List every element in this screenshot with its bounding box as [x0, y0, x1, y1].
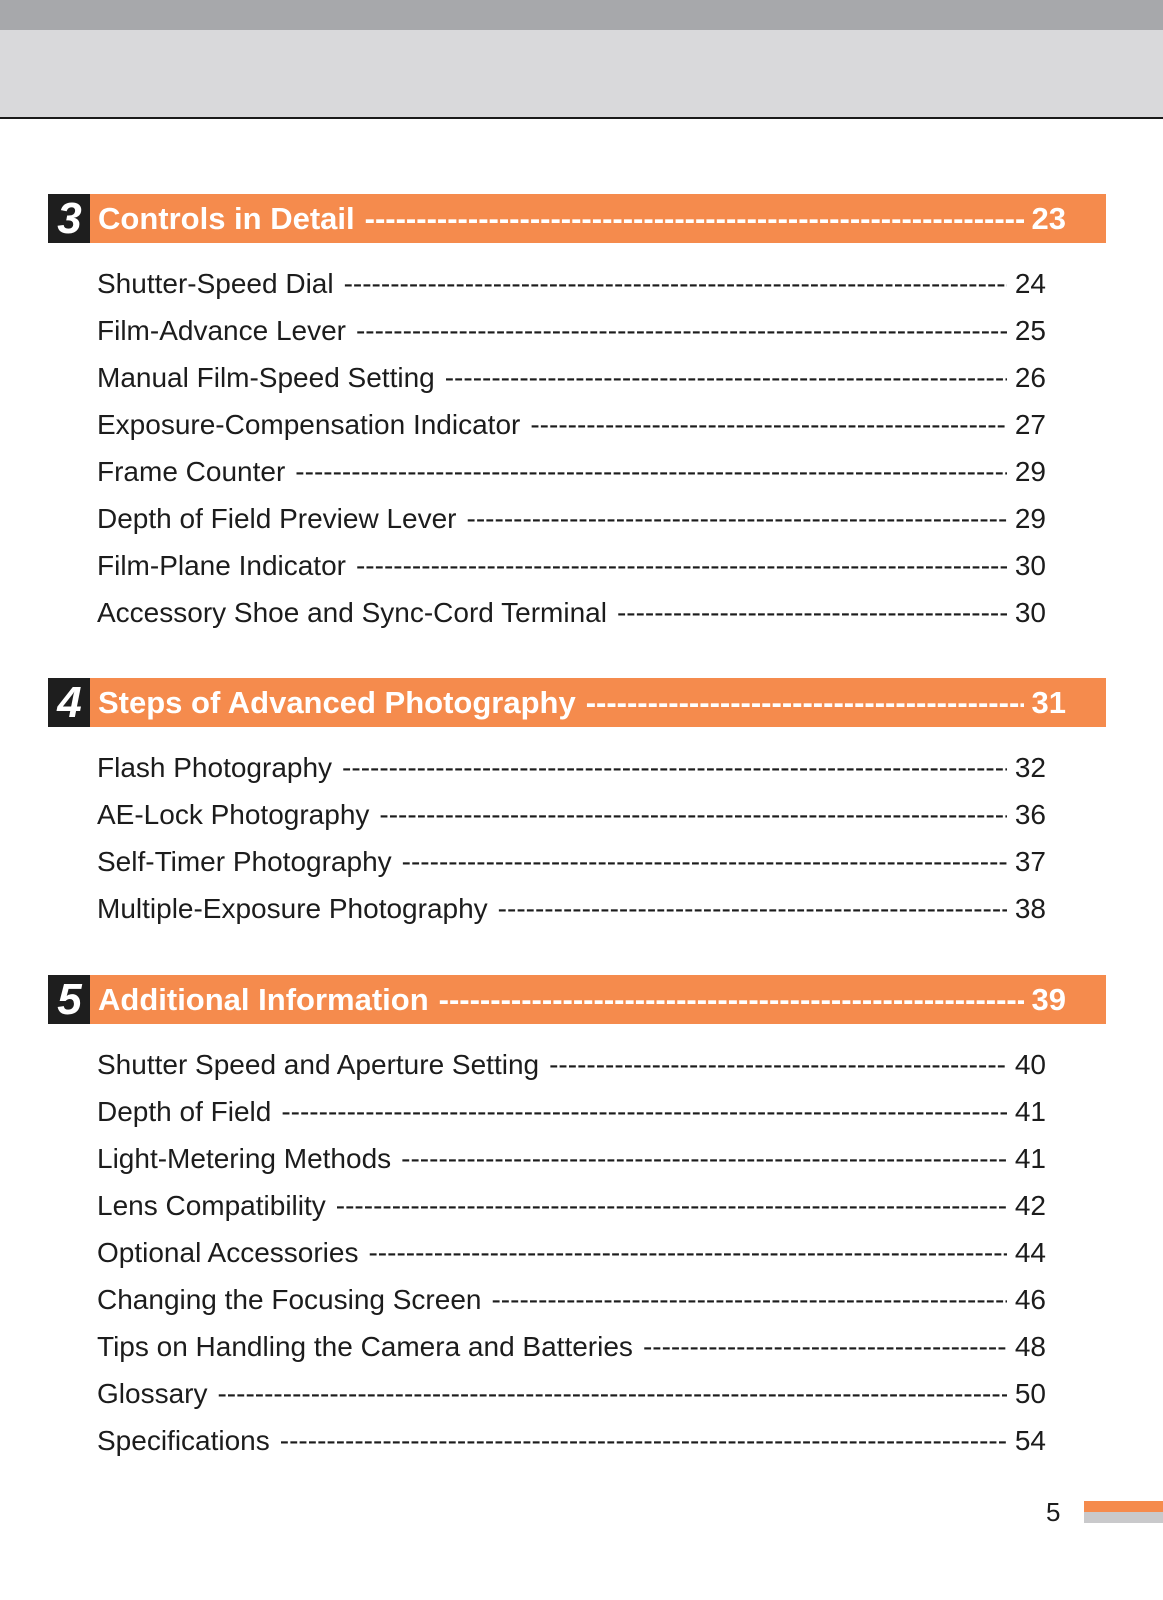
section-page-number: 31 — [1031, 684, 1066, 720]
section-title: Steps of Advanced Photography — [98, 684, 576, 720]
toc-entry-page: 30 — [1014, 596, 1046, 628]
toc-entry-label: Multiple-Exposure Photography — [97, 892, 488, 924]
toc-entry[interactable] — [97, 542, 1046, 589]
section-number: 5 — [48, 975, 90, 1024]
dot-leader — [530, 409, 1007, 441]
dot-leader — [368, 1237, 1006, 1269]
toc-entry-page: 50 — [1014, 1377, 1046, 1409]
toc-entry-label: Self-Timer Photography — [97, 845, 392, 877]
toc-entry-label: Shutter-Speed Dial — [97, 267, 334, 299]
toc-entry[interactable] — [97, 1041, 1046, 1088]
toc-entry-label: Optional Accessories — [97, 1236, 359, 1268]
toc-entry[interactable] — [97, 885, 1046, 932]
toc-entry-page: 30 — [1014, 549, 1046, 581]
top-band — [0, 0, 1163, 30]
section-page-number: 39 — [1031, 981, 1066, 1017]
toc-entry-label: Changing the Focusing Screen — [97, 1283, 482, 1315]
section-title-bar — [90, 194, 1106, 243]
dot-leader — [498, 893, 1007, 925]
dot-leader — [586, 685, 1024, 721]
section-header[interactable] — [48, 194, 1106, 243]
toc-entry-label: Lens Compatibility — [97, 1189, 326, 1221]
toc-entry[interactable] — [97, 1417, 1046, 1464]
section-page-number: 23 — [1031, 200, 1066, 236]
toc-entry-page: 27 — [1014, 408, 1046, 440]
toc-entry-label: Exposure-Compensation Indicator — [97, 408, 521, 440]
toc-entry[interactable] — [97, 260, 1046, 307]
dot-leader — [342, 752, 1007, 784]
toc-entry[interactable] — [97, 589, 1046, 636]
header-band — [0, 30, 1163, 118]
toc-entry[interactable] — [97, 401, 1046, 448]
section-number: 3 — [48, 194, 90, 243]
dot-leader — [356, 550, 1007, 582]
section-3 — [48, 194, 1106, 636]
toc-entry-page: 44 — [1014, 1236, 1046, 1268]
dot-leader — [281, 1096, 1007, 1128]
section-title-bar — [90, 678, 1106, 727]
toc-entry-page: 32 — [1014, 751, 1046, 783]
toc-entry-label: Flash Photography — [97, 751, 333, 783]
dot-leader — [445, 362, 1007, 394]
dot-leader — [439, 982, 1024, 1018]
section-header[interactable] — [48, 975, 1106, 1024]
toc-entry-page: 24 — [1014, 267, 1046, 299]
dot-leader — [295, 456, 1007, 488]
toc-entry-label: Accessory Shoe and Sync-Cord Terminal — [97, 596, 607, 628]
dot-leader — [344, 268, 1007, 300]
toc-entry-label: Film-Advance Lever — [97, 314, 346, 346]
toc-entry[interactable] — [97, 495, 1046, 542]
toc-entry-page: 29 — [1014, 502, 1046, 534]
header-rule — [0, 117, 1163, 119]
toc-entry-page: 38 — [1014, 892, 1046, 924]
toc-entry[interactable] — [97, 448, 1046, 495]
toc-entry-page: 54 — [1014, 1424, 1046, 1456]
toc-entry[interactable] — [97, 307, 1046, 354]
dot-leader — [491, 1284, 1006, 1316]
toc-entry[interactable] — [97, 1276, 1046, 1323]
toc-entry-page: 41 — [1014, 1095, 1046, 1127]
toc-entry-label: AE-Lock Photography — [97, 798, 370, 830]
toc-entry-label: Glossary — [97, 1377, 208, 1409]
section-number: 4 — [48, 678, 90, 727]
dot-leader — [643, 1331, 1007, 1363]
page-number: 5 — [1046, 1497, 1061, 1527]
toc-entry-page: 40 — [1014, 1048, 1046, 1080]
section-title-bar — [90, 975, 1106, 1024]
dot-leader — [402, 846, 1007, 878]
section-title: Controls in Detail — [98, 200, 355, 236]
toc-entry-page: 26 — [1014, 361, 1046, 393]
toc-entry-label: Depth of Field — [97, 1095, 272, 1127]
toc-entry-page: 29 — [1014, 455, 1046, 487]
toc-entry-label: Film-Plane Indicator — [97, 549, 346, 581]
toc-entry[interactable] — [97, 1135, 1046, 1182]
footer-gray-bar — [1084, 1512, 1163, 1523]
toc-entry[interactable] — [97, 1370, 1046, 1417]
section-header[interactable] — [48, 678, 1106, 727]
toc-entry-label: Depth of Field Preview Lever — [97, 502, 457, 534]
toc-entry-list — [48, 744, 1106, 932]
toc-entry-page: 37 — [1014, 845, 1046, 877]
dot-leader — [280, 1425, 1007, 1457]
toc-entry[interactable] — [97, 1323, 1046, 1370]
toc-entry-label: Manual Film-Speed Setting — [97, 361, 435, 393]
toc-entry-label: Light-Metering Methods — [97, 1142, 392, 1174]
toc-entry[interactable] — [97, 1182, 1046, 1229]
dot-leader — [401, 1143, 1007, 1175]
toc-entry-label: Shutter Speed and Aperture Setting — [97, 1048, 540, 1080]
toc-entry[interactable] — [97, 1229, 1046, 1276]
dot-leader — [336, 1190, 1007, 1222]
toc-entry-label: Tips on Handling the Camera and Batteries — [97, 1330, 633, 1362]
toc-entry[interactable] — [97, 354, 1046, 401]
toc-entry-label: Specifications — [97, 1424, 270, 1456]
dot-leader — [467, 503, 1007, 535]
dot-leader — [356, 315, 1007, 347]
dot-leader — [617, 597, 1007, 629]
section-5 — [48, 975, 1106, 1464]
toc-entry-page: 25 — [1014, 314, 1046, 346]
toc-entry-page: 42 — [1014, 1189, 1046, 1221]
section-4 — [48, 678, 1106, 932]
dot-leader — [217, 1378, 1006, 1410]
toc-entry-list — [48, 1041, 1106, 1464]
section-title: Additional Information — [98, 981, 429, 1017]
dot-leader — [549, 1049, 1007, 1081]
toc-entry[interactable] — [97, 838, 1046, 885]
toc-entry-page: 46 — [1014, 1283, 1046, 1315]
toc-entry-page: 36 — [1014, 798, 1046, 830]
toc-entry[interactable] — [97, 744, 1046, 791]
toc-entry[interactable] — [97, 791, 1046, 838]
toc-entry-page: 41 — [1014, 1142, 1046, 1174]
toc-entry-label: Frame Counter — [97, 455, 286, 487]
dot-leader — [379, 799, 1006, 831]
toc-entry-page: 48 — [1014, 1330, 1046, 1362]
toc-entry-list — [48, 260, 1106, 636]
toc-entry[interactable] — [97, 1088, 1046, 1135]
dot-leader — [365, 201, 1024, 237]
footer-accent-bar — [1084, 1501, 1163, 1512]
